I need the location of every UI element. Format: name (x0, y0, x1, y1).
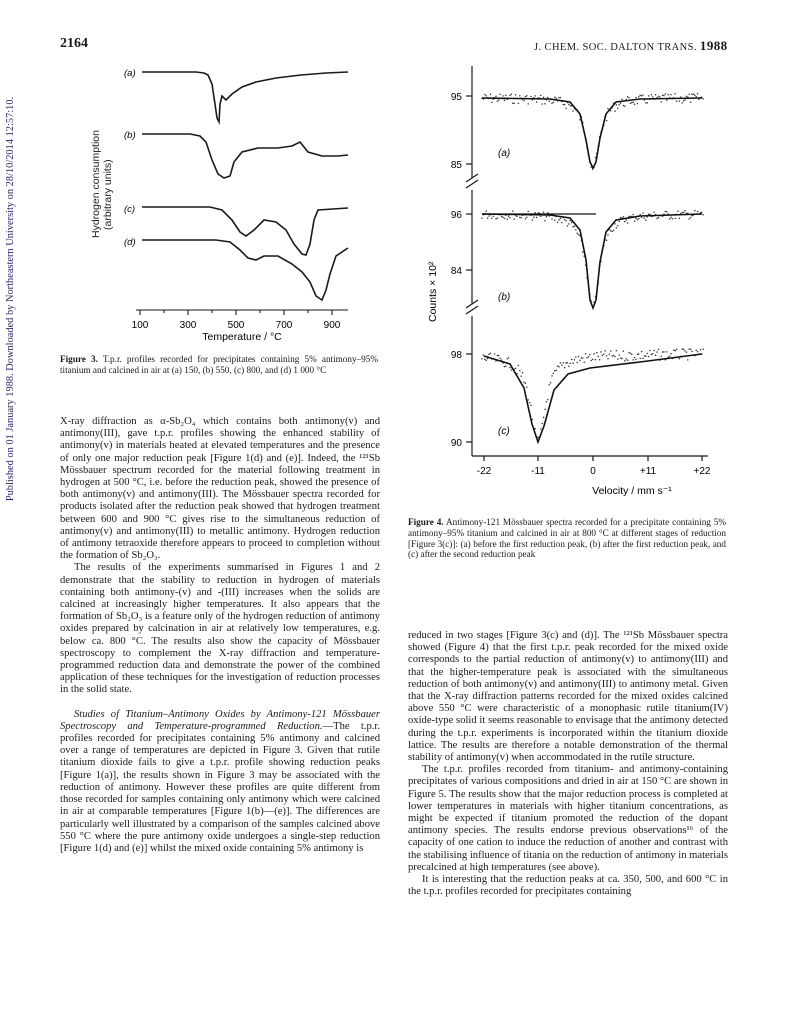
fig4-caption-label: Figure 4. (408, 517, 444, 527)
fig3-tick-100: 100 (131, 320, 149, 331)
section-heading: Studies of Titanium–Antimony Oxides by Antimony-121 Mössbauer Spectroscopy and Temperature-programmed Reduction. (60, 708, 380, 732)
fig4-xlabel: Velocity / mm s⁻¹ (592, 485, 672, 497)
fig4-xtick-m22: -22 (476, 466, 492, 477)
fig4-ytick-84: 84 (450, 266, 462, 277)
fig3-curve-c (142, 207, 348, 255)
fig3-tick-700: 700 (275, 320, 293, 331)
fig3-xlabel: Temperature / °C (202, 331, 282, 342)
fig4-label-c: (c) (498, 426, 510, 437)
right-paragraph-1: reduced in two stages [Figure 3(c) and (d)]. The ¹²¹Sb Mössbauer spectra showed (Figure 4) that the first t.p.r. peak recorded for the mixed oxide corresponds to the partial reduction of antimony(v) to antimony(III) and that the higher-temperature peak is associated with the simultaneous reduction of both antimony(v) and antimony(III) to antimony metal. Given that the X-ray diffraction patterns recorded for the mixed oxides calcined above 550 °C were characteristic of a monophasic rutile titanium(IV) oxide-type solid it seems reasonable to envisage that the antimony detected during the t.p.r. experiments is incorporated within the titanium dioxide lattice. The results are therefore a notable demonstration of the thermal stability of antimony(v) when accommodated in the rutile structure. (408, 630, 728, 764)
fig4-data-points (481, 93, 704, 438)
left-column (60, 416, 380, 855)
fig4-label-b: (b) (498, 292, 511, 303)
fig4-ytick-90: 90 (450, 438, 462, 449)
fig4-xtick-p11: +11 (639, 466, 657, 477)
fig4-label-a: (a) (498, 148, 511, 159)
fig4-xtick-0: 0 (590, 466, 596, 477)
fig3-tick-300: 300 (179, 320, 197, 331)
fig3-ylabel-1: Hydrogen consumption (90, 130, 102, 238)
left-paragraph-1: X-ray diffraction as α-Sb₂O₄ which contains both antimony(v) and antimony(III), gave t.p.r. profiles showing the enhanced stability of antimony(v) in materials heated at elevated temperatures and the presence of only one major reduction peak [Figure 1(d) and (e)]. Indeed, the ¹²¹Sb Mössbauer spectrum recorded for the material following treatment in hydrogen at 500 °C, i.e. before the reduction peak, showed the presence of both antimony(v) and antimony(III). The Mössbauer spectra recorded for products isolated after the reduction peak showed that hydrogen treatment between 600 and 900 °C gives rise to the simultaneous reduction of antimony(v) and antimony(III) to metallic antimony. Hydrogen reduction of antimony tetraoxide therefore appears to proceed to completion without the formation of Sb₂O₃. (60, 416, 380, 562)
fig4-caption-text: Antimony-121 Mössbauer spectra recorded for a precipitate containing 5% antimony–95% titanium and calcined in air at 800 °C at different stages of reduction [Figure 3(c)]: (a) before the first reduction peak, (b) after the first reduction peak, and (c) after the second reduction peak (408, 517, 726, 560)
page-number: 2164 (60, 36, 88, 51)
fig3-tick-900: 900 (323, 320, 341, 331)
fig4-ytick-95: 95 (450, 92, 462, 103)
fig3-caption-label: Figure 3. (60, 354, 98, 364)
fig4-ytick-85: 85 (450, 160, 462, 171)
section-text: —The t.p.r. profiles recorded for precipitates containing 5% antimony and calcined over a range of temperatures are depicted in Figure 3. Given that rutile titanium dioxide fails to give a t.p.r. profile showing reduction peaks [Figure 1(a)], the results shown in Figure 3 may be associated with the reduction of antimony. However these profiles are quite different from those recorded for samples containing only antimony which were calcined in air at comparable temperatures [Figure 1(b)—(e)]. The differences are particularly well illustrated by a comparison of the samples calcined above 550 °C where the pure antimony oxide undergoes a single-step reduction [Figure 1(d) and (e)] whilst the mixed oxide containing 5% antimony is (60, 720, 381, 854)
figure-4-caption (408, 517, 726, 560)
fig4-xtick-m11: -11 (531, 466, 545, 477)
fig4-fit-c (484, 354, 702, 442)
fig3-tick-500: 500 (227, 320, 245, 331)
left-paragraph-3 (60, 709, 380, 855)
fig3-ylabel-2: (arbitrary units) (102, 159, 114, 230)
right-paragraph-2: The t.p.r. profiles recorded from titanium- and antimony-containing precipitates of various compositions and dried in air at 150 °C are shown in Figure 5. The results show that the major reduction process is completed at lower temperatures in materials with higher titanium concentrations, as might be expected if titanium promoted the reduction of the dopant antimony species. The results endorse previous observations¹⁶ of the capacity of one cation to induce the reduction of another and contrast with the stabilising influence of titania on the reduction of antimony in materials precalcined at high temperatures (see above). (408, 764, 728, 873)
fig3-curve-b (142, 134, 348, 178)
fig3-curve-d (142, 240, 348, 300)
journal-name: J. CHEM. SOC. DALTON TRANS. (534, 42, 697, 53)
journal-header (534, 38, 728, 54)
left-paragraph-2: The results of the experiments summarised in Figures 1 and 2 demonstrate that the stability to reduction in hydrogen of materials containing both antimony-(v) and -(III) increases when the solids are calcined at increasingly higher temperatures. It also appears that the formation of Sb₂O₃ is a feature only of the hydrogen reduction of antimony oxides prepared by calcination in air at relatively low temperatures, e.g. below ca. 800 °C. The results also show the capacity of Mössbauer spectroscopy to complement the X-ray diffraction and temperature-programmed reduction data and demonstrate the power of the combined application of these techniques for the investigation of reduction processes in the solid state. (60, 562, 380, 696)
journal-year: 1988 (699, 38, 728, 53)
fig4-ytick-98: 98 (450, 350, 462, 361)
fig3-curve-a (142, 72, 348, 122)
download-notice: Published on 01 January 1988. Downloaded by Northeastern University on 28/10/2014 12:57:10. (5, 96, 16, 502)
fig4-fit-b (482, 214, 702, 308)
fig3-label-d: (d) (124, 237, 136, 248)
fig4-xtick-p22: +22 (693, 466, 711, 477)
fig3-label-c: (c) (124, 204, 136, 215)
right-column (408, 630, 728, 898)
right-paragraph-3: It is interesting that the reduction peaks at ca. 350, 500, and 600 °C in the t.p.r. profiles recorded for precipitates containing (408, 874, 728, 898)
fig4-ytick-96: 96 (450, 210, 462, 221)
figure-3 (86, 60, 376, 342)
figure-4 (420, 64, 728, 500)
fig3-label-b: (b) (124, 130, 136, 141)
fig4-ylabel: Counts × 10² (427, 261, 439, 322)
figure-3-caption (60, 354, 378, 376)
fig3-caption-text: T.p.r. profiles recorded for precipitates containing 5% antimony–95% titanium and calcined in air at (a) 150, (b) 550, (c) 800, and (d) 1 000 °C (60, 354, 379, 375)
fig3-label-a: (a) (124, 68, 136, 79)
fig4-fit-a (482, 98, 702, 168)
